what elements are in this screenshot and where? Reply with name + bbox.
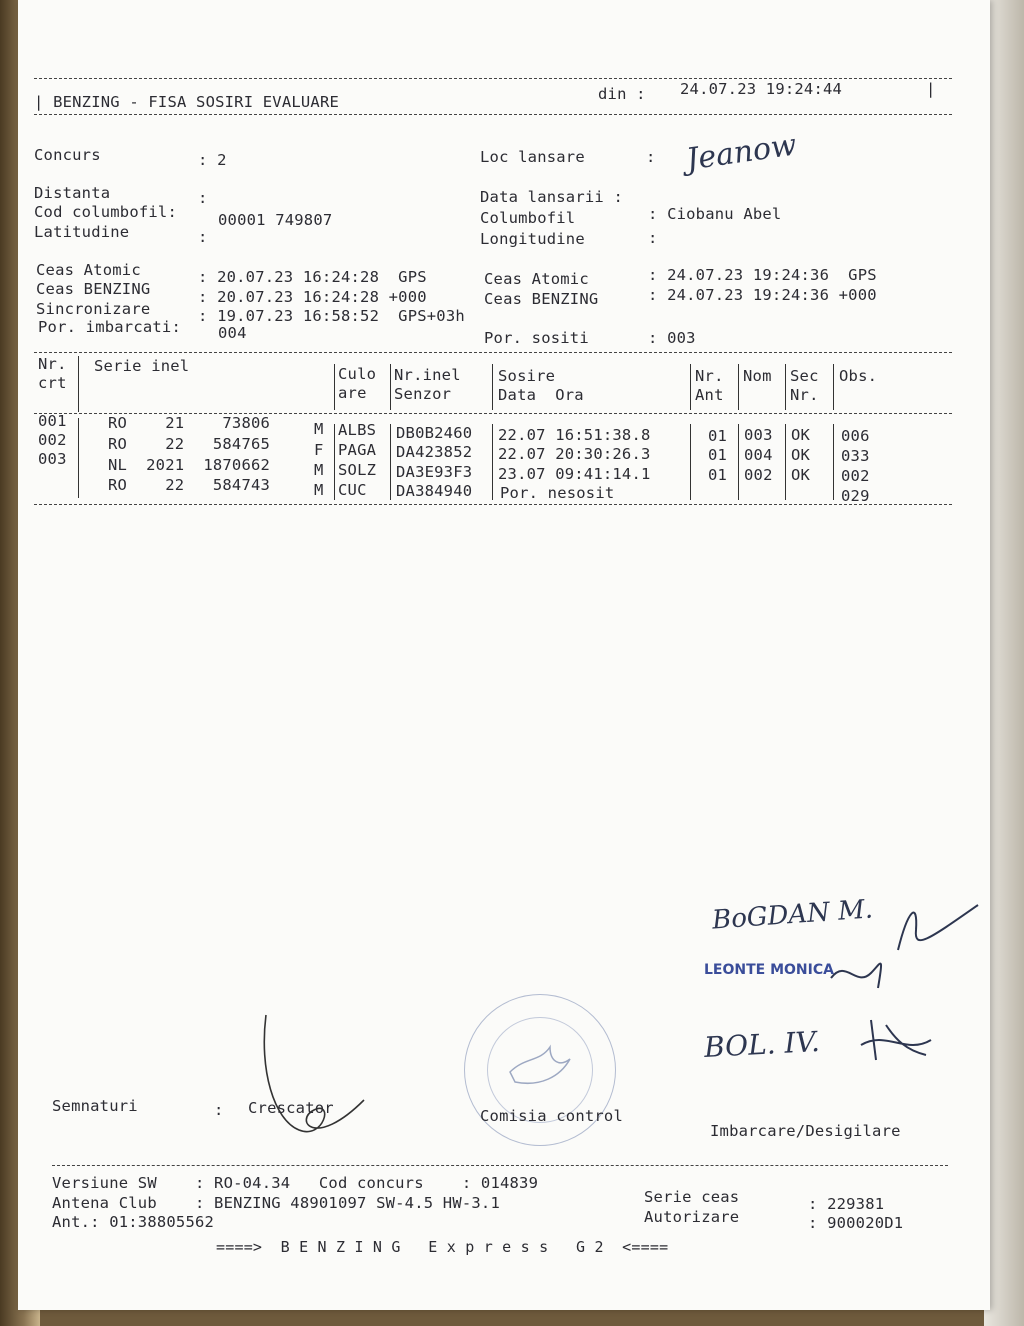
row1-ant: 01	[708, 427, 728, 445]
distanta-value: :	[198, 189, 208, 207]
col-header-nom: Nom	[743, 367, 772, 385]
table-top-rule	[34, 352, 952, 353]
report-date: 24.07.23 19:24:44	[680, 80, 843, 98]
concurs-value: : 2	[198, 151, 227, 169]
stamp-leonte-monica: LEONTE MONICA	[704, 962, 834, 978]
signature-crescator-scribble	[254, 1010, 374, 1160]
semnaturi-colon: :	[214, 1101, 224, 1119]
col-header-nrinel: Nr.inel	[394, 366, 461, 384]
row3-sex: M	[314, 461, 324, 479]
row3-ant: 01	[708, 466, 728, 484]
header-top-rule	[34, 78, 952, 79]
document-page	[18, 0, 990, 1310]
row3-sosire: 23.07 09:41:14.1	[498, 465, 651, 483]
col-header-serie: Serie inel	[94, 357, 190, 375]
col-header-nr: Nr.	[38, 355, 67, 373]
row1-serie: RO 21 73806	[108, 414, 271, 432]
col-sep-sosire	[690, 364, 691, 410]
cod-columbofil-label: Cod columbofil:	[34, 203, 177, 221]
col-sep-senzor	[492, 364, 493, 410]
ceas-benzing-value-end: : 24.07.23 19:24:36 +000	[648, 286, 877, 304]
col-header-ant-top: Nr.	[695, 367, 724, 385]
autorizare-value: : 900020D1	[808, 1214, 904, 1232]
table-bottom-rule	[34, 504, 952, 505]
porumbei-imbarcati-value: 004	[218, 324, 247, 342]
benzing-express-banner: ====> B E N Z I N G E x p r e s s G 2 <====	[216, 1238, 669, 1256]
signature-leonte-scribble	[826, 948, 896, 998]
col-header-crt: crt	[38, 374, 67, 392]
latitudine-label: Latitudine	[34, 223, 130, 241]
porumbei-imbarcati-label: Por. imbarcati:	[38, 318, 181, 336]
col-sep-serie-body	[334, 424, 335, 500]
row1-sec: OK	[791, 426, 811, 444]
row4-sosire: Por. nesosit	[500, 484, 615, 502]
serie-ceas-label: Serie ceas	[644, 1188, 740, 1206]
columbofil-label: Columbofil	[480, 209, 576, 227]
row3-nom: 002	[744, 466, 773, 484]
ceas-benzing-label-end: Ceas BENZING	[484, 290, 599, 308]
row4-obs: 029	[841, 487, 870, 505]
cod-columbofil-value: 00001 749807	[218, 211, 333, 229]
versiune-sw-line: Versiune SW : RO-04.34 Cod concurs : 014839	[52, 1174, 539, 1192]
porumbei-sositi-label: Por. sositi	[484, 329, 589, 347]
ceas-atomic-label-start: Ceas Atomic	[36, 261, 141, 279]
col-header-sosire: Sosire	[498, 367, 556, 385]
col-sep-nom-body	[785, 424, 786, 500]
autorizare-label: Autorizare	[644, 1208, 740, 1226]
row3-serie: NL 2021 1870662	[108, 456, 271, 474]
col-header-data-ora: Data Ora	[498, 386, 584, 404]
row2-serie: RO 22 584765	[108, 435, 271, 453]
row2-culoare: PAGA	[338, 441, 377, 459]
col-sep-sec-body	[833, 424, 834, 500]
col-header-obs: Obs.	[839, 367, 878, 385]
ceas-benzing-label-start: Ceas BENZING	[36, 280, 151, 298]
row1-obs: 006	[841, 427, 870, 445]
row1-nr: 001	[38, 412, 67, 430]
row3-sec: OK	[791, 466, 811, 484]
row4-serie: RO 22 584743	[108, 476, 271, 494]
row4-culoare: CUC	[338, 481, 367, 499]
signature-bogdan: BoGDAN M.	[711, 894, 874, 936]
sincronizare-label: Sincronizare	[36, 300, 151, 318]
ceas-benzing-value-start: : 20.07.23 16:24:28 +000	[198, 288, 427, 306]
row2-sec: OK	[791, 446, 811, 464]
loc-lansare-handwritten: Jeanow	[684, 127, 799, 178]
col-sep-nr	[78, 356, 79, 412]
semnaturi-label: Semnaturi	[52, 1097, 138, 1115]
col-sep-senzor-body	[492, 424, 493, 500]
col-header-senzor: Senzor	[394, 385, 452, 403]
data-lansarii-label: Data lansarii :	[480, 188, 623, 206]
col-sep-nr-body	[78, 418, 79, 498]
row2-sosire: 22.07 20:30:26.3	[498, 445, 651, 463]
row3-culoare: SOLZ	[338, 461, 377, 479]
serie-ceas-value: : 229381	[808, 1195, 885, 1213]
row2-senzor: DA423852	[396, 443, 473, 461]
footer-top-rule	[52, 1165, 948, 1166]
ceas-atomic-value-start: : 20.07.23 16:24:28 GPS	[198, 268, 427, 286]
imbarcare-desigilare-label: Imbarcare/Desigilare	[710, 1122, 901, 1140]
col-sep-culoare-body	[390, 424, 391, 500]
col-sep-culoare	[390, 364, 391, 410]
row1-senzor: DB0B2460	[396, 424, 473, 442]
porumbei-sositi-value: : 003	[648, 329, 696, 347]
col-sep-nom	[785, 364, 786, 410]
col-sep-sosire-body	[690, 424, 691, 500]
loc-lansare-label: Loc lansare	[480, 148, 585, 166]
col-header-culoare-bottom: are	[338, 384, 367, 402]
row2-ant: 01	[708, 446, 728, 464]
concurs-label: Concurs	[34, 146, 101, 164]
distanta-label: Distanta	[34, 184, 111, 202]
loc-lansare-colon: :	[646, 148, 656, 166]
antena-number: Ant.: 01:38805562	[52, 1213, 215, 1231]
col-header-ant-bottom: Ant	[695, 386, 724, 404]
comisia-control-label: Comisia control	[480, 1107, 623, 1125]
col-sep-ant-body	[738, 424, 739, 500]
latitudine-value: :	[198, 228, 208, 246]
dove-icon	[505, 1037, 575, 1097]
date-label: din :	[598, 85, 646, 103]
col-header-culoare-top: Culo	[338, 365, 377, 383]
signature-bol: BOL. IV.	[703, 1024, 821, 1065]
col-header-sec-bottom: Nr.	[790, 386, 819, 404]
row1-culoare: ALBS	[338, 421, 377, 439]
ceas-atomic-label-end: Ceas Atomic	[484, 270, 589, 288]
signature-bol-scribble	[856, 1010, 936, 1070]
row3-senzor: DA3E93F3	[396, 463, 473, 481]
row2-sex: F	[314, 441, 324, 459]
longitudine-label: Longitudine	[480, 230, 585, 248]
header-bottom-rule	[34, 114, 952, 115]
row4-senzor: DA384940	[396, 482, 473, 500]
col-header-sec-top: Sec	[790, 367, 819, 385]
row2-obs: 033	[841, 447, 870, 465]
columbofil-value: : Ciobanu Abel	[648, 205, 782, 223]
row1-sex: M	[314, 420, 324, 438]
crescator-label: Crescator	[248, 1099, 334, 1117]
row2-nom: 004	[744, 446, 773, 464]
header-right-bar: |	[926, 80, 936, 98]
sincronizare-value: : 19.07.23 16:58:52 GPS+03h	[198, 307, 465, 325]
row3-obs: 002	[841, 467, 870, 485]
col-sep-ant	[738, 364, 739, 410]
document-title: | BENZING - FISA SOSIRI EVALUARE	[34, 93, 340, 111]
page-stack-edge	[984, 0, 1024, 1326]
row1-nom: 003	[744, 426, 773, 444]
row1-sosire: 22.07 16:51:38.8	[498, 426, 651, 444]
row2-nr: 002	[38, 431, 67, 449]
col-sep-sec	[833, 364, 834, 410]
signature-bogdan-scribble	[888, 890, 988, 960]
longitudine-value: :	[648, 229, 658, 247]
antena-club-line: Antena Club : BENZING 48901097 SW-4.5 HW-3.1	[52, 1194, 500, 1212]
col-sep-serie	[334, 364, 335, 410]
row3-nr: 003	[38, 450, 67, 468]
ceas-atomic-value-end: : 24.07.23 19:24:36 GPS	[648, 266, 877, 284]
row4-sex: M	[314, 481, 324, 499]
